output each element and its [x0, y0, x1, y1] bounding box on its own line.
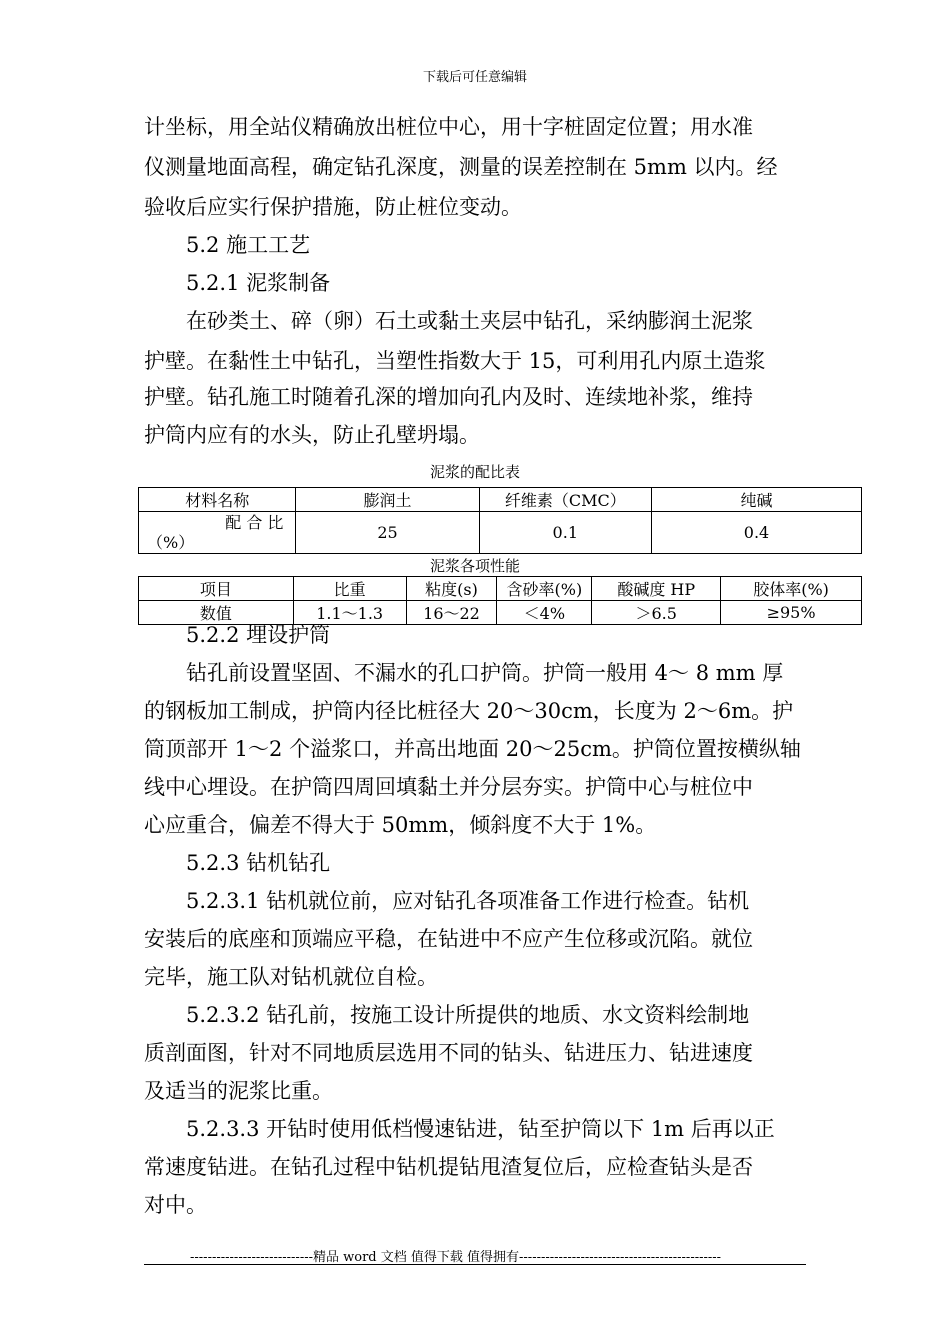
table1-cell: 25	[296, 512, 479, 554]
text-line: 质剖面图，针对不同地质层选用不同的钻头、钻进压力、钻进速度	[144, 1041, 753, 1065]
table1-row-label-unit: （%）	[147, 532, 195, 552]
table2-header: 比重	[293, 577, 406, 601]
table2-header: 酸碱度 HP	[592, 577, 721, 601]
table2-header: 胶体率(%)	[721, 577, 862, 601]
table2-cell: ＞6.5	[592, 601, 721, 625]
mud-performance-table	[138, 576, 862, 625]
table2-cell: ≥95%	[721, 601, 862, 625]
text-line: 5.2.3.1 钻机就位前，应对钻孔各项准备工作进行检查。钻机	[186, 889, 750, 913]
table2-cell: 数值	[139, 601, 294, 625]
text-line: 护筒内应有的水头，防止孔壁坍塌。	[144, 423, 480, 447]
table2-cell: 1.1～1.3	[293, 601, 406, 625]
table1-header: 纤维素（CMC）	[479, 488, 651, 512]
section-heading-5-2-2: 5.2.2 埋设护筒	[186, 623, 331, 647]
table2-header: 项目	[139, 577, 294, 601]
text-line: 完毕，施工队对钻机就位自检。	[144, 965, 438, 989]
footer-divider	[144, 1264, 806, 1265]
page-footer: ----------------------------精品 word 文档 值得下载 值得拥有----------------------------------------------	[190, 1250, 722, 1265]
text-line: 筒顶部开 1～2 个溢浆口，并高出地面 20～25cm。护筒位置按横纵轴	[144, 737, 801, 761]
section-heading-5-2-1: 5.2.1 泥浆制备	[186, 271, 331, 295]
text-line: 计坐标，用全站仪精确放出桩位中心，用十字桩固定位置；用水准	[144, 115, 753, 139]
section-heading-5-2: 5.2 施工工艺	[186, 233, 311, 257]
table1-caption: 泥浆的配比表	[429, 463, 520, 481]
table1-row-label: 配 合 比	[225, 512, 284, 532]
text-line: 安装后的底座和顶端应平稳，在钻进中不应产生位移或沉陷。就位	[144, 927, 753, 951]
text-line: 仪测量地面高程，确定钻孔深度，测量的误差控制在 5mm 以内。经	[144, 155, 778, 179]
text-line: 及适当的泥浆比重。	[144, 1079, 333, 1103]
table2-cell: 16～22	[406, 601, 497, 625]
text-line: 5.2.3.3 开钻时使用低档慢速钻进，钻至护筒以下 1m 后再以正	[186, 1117, 775, 1141]
table1-cell: 0.1	[479, 512, 651, 554]
table1-header: 膨润土	[296, 488, 479, 512]
text-line: 对中。	[144, 1193, 207, 1217]
page-header: 下载后可任意编辑	[422, 70, 527, 85]
table2-cell: ＜4%	[497, 601, 592, 625]
mud-ratio-table	[138, 487, 862, 554]
text-line: 的钢板加工制成，护筒内径比桩径大 20～30cm，长度为 2～6m。护	[144, 699, 794, 723]
text-line: 常速度钻进。在钻孔过程中钻机提钻甩渣复位后，应检查钻头是否	[144, 1155, 753, 1179]
table1-header: 纯碱	[652, 488, 862, 512]
table2-header: 含砂率(%)	[497, 577, 592, 601]
text-line: 在砂类土、碎（卵）石土或黏土夹层中钻孔，采纳膨润土泥浆	[186, 309, 753, 333]
text-line: 护壁。钻孔施工时随着孔深的增加向孔内及时、连续地补浆，维持	[144, 385, 753, 409]
text-line: 线中心埋设。在护筒四周回填黏土并分层夯实。护筒中心与桩位中	[144, 775, 753, 799]
table2-header: 粘度(s)	[406, 577, 497, 601]
table1-header: 材料名称	[139, 488, 296, 512]
text-line: 验收后应实行保护措施，防止桩位变动。	[144, 195, 522, 219]
text-line: 护壁。在黏性土中钻孔，当塑性指数大于 15，可利用孔内原土造浆	[144, 349, 766, 373]
section-heading-5-2-3: 5.2.3 钻机钻孔	[186, 851, 331, 875]
text-line: 钻孔前设置坚固、不漏水的孔口护筒。护筒一般用 4～ 8 mm 厚	[186, 661, 784, 685]
text-line: 5.2.3.2 钻孔前，按施工设计所提供的地质、水文资料绘制地	[186, 1003, 750, 1027]
table1-cell: 0.4	[652, 512, 862, 554]
text-line: 心应重合，偏差不得大于 50mm，倾斜度不大于 1%。	[144, 813, 657, 837]
table2-caption: 泥浆各项性能	[429, 557, 520, 575]
